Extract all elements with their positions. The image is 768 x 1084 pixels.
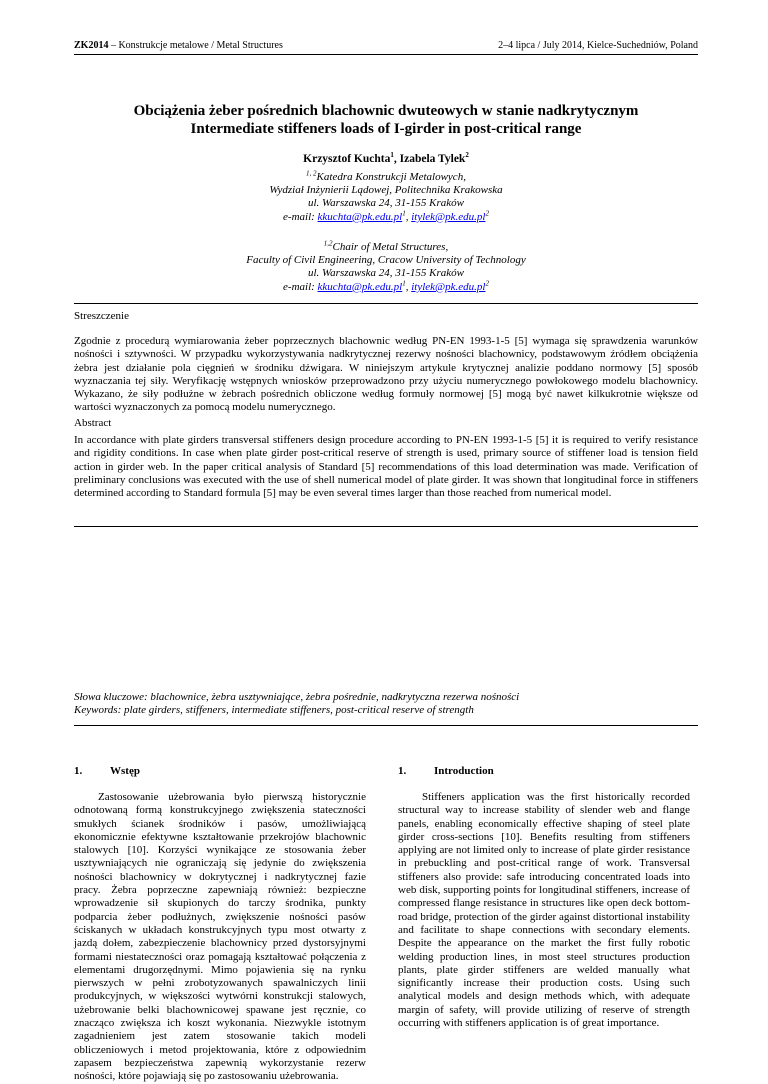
authors xyxy=(74,153,698,165)
abstract-pl-text: Zgodnie z procedurą wymiarowania żeber poprzecznych blachownic według PN-EN 1993-1-5 [5] wymaga się sprawdzenia warunków nośności i sztywności. W przypadku wykorzystywania nadkrytycznej rezerwy nośności blachownicy, podstawowym źródłem obciążenia żebra jest działanie pola cięgnień w środniku dźwigara. W niniejszym artykule krytycznej analizie poddano normowy [5] sposób wyznaczania tej siły. Weryfikację wstępnych wniosków przeprowadzono przy użyciu numerycznego powłokowego modelu blachownicy. Wykazano, że siły podłużne w żebrach pośrednich obliczone według formuły normowej [5] mogą być nawet kilkukrotnie większe od wartości wyznaczonych za pomocą modelu numerycznego. xyxy=(74,335,698,414)
affil-en-line1: Chair of Metal Structures, xyxy=(332,241,449,253)
section-pl-body: Zastosowanie użebrowania było pierwszą historycznie odnotowaną formą konstrukcyjnego zwiększenia stateczności smukłych ścianek środników i pasów, umożliwiającą ekonomicznie efektywne kształtowanie przekrojów blachownic stalowych [10]. Korzyści wynikające ze stosowania żeber usztywniających nie ograniczają się jedynie do zwiększenia nośności blachownicy w dokrytycznej i nadkrytycznej fazie pracy. Żebra poprzeczne zapewniają również: bezpieczne wprowadzenie sił skupionych do tarczy środnika, punkty podparcia żeber podłużnych, zwiększenie nośności pasów ściskanych w układach konstrukcyjnych typu most otwarty z jazdą dołem, zabezpieczenie blachownicy przed dystorsyjnymi formami niestateczności oraz pomagają kształtować połączenia z elementami drugorzędnymi. Mimo pojawienia się na rynku pierwszych w pełni zrobotyzowanych spawalniczych linii produkcyjnych, w większości wytwórni konstrukcji stalowych, użebrowanie belki blachownicowej spawane jest ręcznie, co znacząco zwiększa ich koszt wykonania. Niezwykle istotnym zagadnieniem jest zatem stosowanie takich modeli obliczeniowych i metod projektowania, które z odpowiednim zapasem bezpieczeństwa zapewnią wykorzystanie rezerw nośności, które pojawiają się po zastosowaniu użebrowania. xyxy=(74,791,366,1083)
divider-top xyxy=(74,303,698,304)
affil-pl-email-prefix: e-mail: xyxy=(283,210,318,223)
section-pl-title: Wstęp xyxy=(110,765,140,777)
email-link-kuchta[interactable]: kkuchta@pk.edu.pl xyxy=(317,210,403,223)
email-link-tylek-en[interactable]: itylek@pk.edu.pl xyxy=(411,280,486,293)
affil-en-email-sep: , xyxy=(405,280,412,293)
affiliation-polish xyxy=(74,171,698,224)
conference-subtitle: – Konstrukcje metalowe / Metal Structures xyxy=(108,40,283,51)
section-heading-polish xyxy=(74,765,140,777)
affil-pl-line3: ul. Warszawska 24, 31-155 Kraków xyxy=(307,197,465,210)
email-link-kuchta-en[interactable]: kkuchta@pk.edu.pl xyxy=(317,280,403,293)
affil-pl-sup: 1, 2 xyxy=(306,169,317,178)
affil-pl-line1: Katedra Konstrukcji Metalowych, xyxy=(316,171,466,183)
affil-en-email2-sup: 2 xyxy=(485,278,489,287)
section-en-title: Introduction xyxy=(434,765,494,777)
affil-en-line3: ul. Warszawska 24, 31-155 Kraków xyxy=(307,267,465,280)
section-heading-english xyxy=(398,765,494,777)
author-separator: , xyxy=(393,153,400,165)
author-1-sup: 1 xyxy=(390,151,394,160)
affil-en-email1-sup: 1 xyxy=(402,278,406,287)
page-header xyxy=(74,40,698,55)
paper-title xyxy=(74,102,698,138)
header-right: 2–4 lipca / July 2014, Kielce-Suchedniów, Poland xyxy=(498,40,698,51)
author-2: Izabela Tylek xyxy=(399,153,466,165)
section-pl-number: 1. xyxy=(74,765,83,777)
affil-pl-email-sep: , xyxy=(405,210,412,223)
section-en-number: 1. xyxy=(398,765,407,777)
keywords xyxy=(74,691,698,718)
abstract-pl-label: Streszczenie xyxy=(74,310,129,322)
abstract-en-text: In accordance with plate girders transversal stiffeners design procedure according to PN-EN 1993-1-5 [5] it is required to verify resistance and rigidity conditions. In case when plate girder post-critical reserve of strength is used, primary source of stiffener load is tension field action in girder web. In the paper critical analysis of Standard [5] recommendations of this load determination was made. Verification of preliminary conclusions was executed with the use of shell numerical model of plate girder. It was shown that longitudinal force in stiffeners determined according to Standard formula [5] may be even several times larger than those reached from numerical model. xyxy=(74,434,698,500)
keywords-english: Keywords: plate girders, stiffeners, intermediate stiffeners, post-critical reserve of strength xyxy=(74,704,474,717)
title-polish: Obciążenia żeber pośrednich blachownic dwuteowych w stanie nadkrytycznym xyxy=(133,103,639,119)
affil-pl-email2-sup: 2 xyxy=(485,208,489,217)
title-english: Intermediate stiffeners loads of I-girder in post-critical range xyxy=(190,121,582,137)
abstract-en-label: Abstract xyxy=(74,417,112,429)
keywords-polish: Słowa kluczowe: blachownice, żebra usztywniające, żebra pośrednie, nadkrytyczna rezerwa nośności xyxy=(74,691,520,703)
header-left xyxy=(74,40,283,51)
affil-en-email-prefix: e-mail: xyxy=(283,280,318,293)
conference-name: ZK2014 xyxy=(74,40,109,51)
affiliation-english xyxy=(74,241,698,294)
divider-bottom xyxy=(74,725,698,726)
affil-pl-line2: Wydział Inżynierii Lądowej, Politechnika Krakowska xyxy=(269,184,503,197)
divider-middle xyxy=(74,526,698,527)
author-1: Krzysztof Kuchta xyxy=(303,153,391,165)
affil-en-sup: 1,2 xyxy=(323,239,333,248)
affil-pl-email1-sup: 1 xyxy=(402,208,406,217)
author-2-sup: 2 xyxy=(465,151,469,160)
affil-en-line2: Faculty of Civil Engineering, Cracow University of Technology xyxy=(246,254,526,267)
section-en-body: Stiffeners application was the first historically recorded structural way to increase stability of slender web and flange panels, enabling economically effective shaping of steel plate girder cross-sections [10]. Benefits resulting from stiffeners applying are not limited only to increase of plate girder resistance in prebuckling and post-critical range of work. Transversal stiffeners also provide: safe introducing concentrated loads into web disk, supporting points for longitudinal stiffeners, increase of compressed flange resistance in structures like open deck bottom-road bridge, protection of the girder against distortional instability and facilitate to shape connections with secondary elements. Despite the appearance on the market the first fully robotic welding production lines, in most steel structures production plants, plate girder stiffeners are welded manually what significantly increase their production costs. Using such analytical models and design methods which, with adequate margin of safety, will provide utilizing of reserve of strength occurring with stiffeners application is of great importance. xyxy=(398,791,690,1030)
email-link-tylek[interactable]: itylek@pk.edu.pl xyxy=(411,210,486,223)
